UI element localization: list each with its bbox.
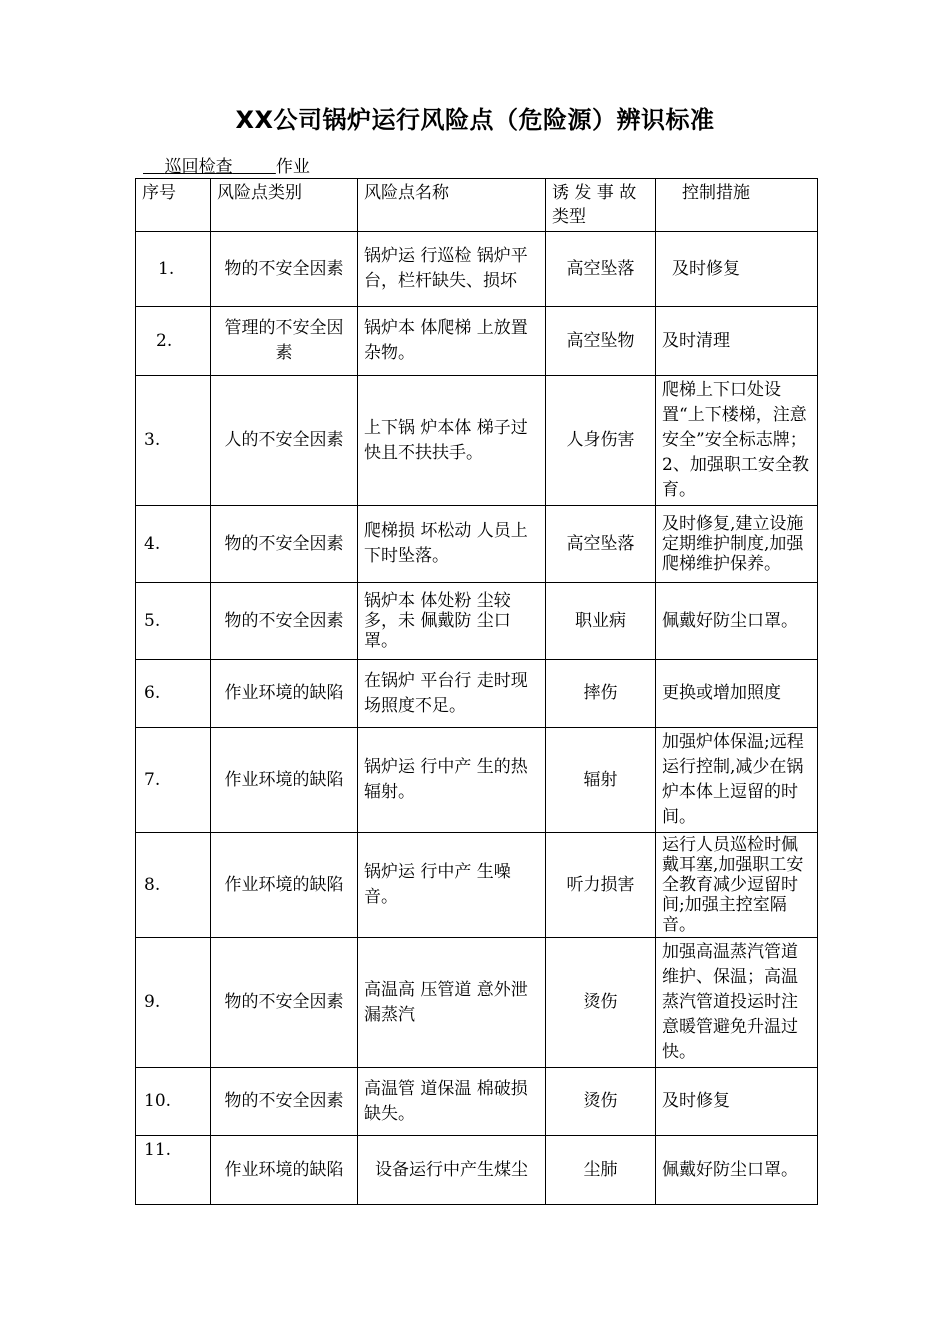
row-category: 物的不安全因素 (211, 583, 358, 660)
table-row (136, 660, 818, 728)
header-type: 诱 发 事 故 类型 (546, 179, 656, 232)
header-name: 风险点名称 (358, 179, 546, 232)
header-no: 序号 (136, 179, 211, 232)
row-category: 物的不安全因素 (211, 1068, 358, 1136)
table-row (136, 307, 818, 376)
row-name: 锅炉运 行巡检 锅炉平台，栏杆缺失、损坏 (358, 232, 546, 307)
row-no: 3. (136, 376, 211, 506)
row-name: 锅炉运 行中产 生噪音。 (358, 833, 546, 938)
header-control: 控制措施 (656, 179, 818, 232)
table-row (136, 1068, 818, 1136)
activity-line (143, 152, 310, 177)
row-no: 11. (136, 1136, 211, 1205)
row-category: 管理的不安全因素 (211, 307, 358, 376)
row-type: 烫伤 (546, 938, 656, 1068)
document-title: XX公司锅炉运行风险点（危险源）辨识标准 (235, 106, 715, 134)
activity-suffix: 作业 (275, 157, 310, 177)
row-type: 高空坠物 (546, 307, 656, 376)
risk-table (135, 178, 818, 1205)
row-control: 加强炉体保温;远程运行控制,减少在锅炉本体上逗留的时间。 (656, 728, 818, 833)
row-type: 烫伤 (546, 1068, 656, 1136)
table-row (136, 938, 818, 1068)
row-control: 及时修复 (656, 1068, 818, 1136)
table-header-row (136, 179, 818, 232)
row-type: 听力损害 (546, 833, 656, 938)
row-type: 辐射 (546, 728, 656, 833)
row-type: 尘肺 (546, 1136, 656, 1205)
row-control: 更换或增加照度 (656, 660, 818, 728)
row-name: 锅炉运 行中产 生的热辐射。 (358, 728, 546, 833)
row-no: 8. (136, 833, 211, 938)
row-no: 10. (136, 1068, 211, 1136)
row-control: 爬梯上下口处设置“上下楼梯，注意安全”安全标志牌；2、加强职工安全教育。 (656, 376, 818, 506)
row-no: 2. (136, 307, 211, 376)
row-category: 人的不安全因素 (211, 376, 358, 506)
row-type: 摔伤 (546, 660, 656, 728)
row-name: 高温高 压管道 意外泄漏蒸汽 (358, 938, 546, 1068)
row-category: 物的不安全因素 (211, 938, 358, 1068)
row-type: 高空坠落 (546, 506, 656, 583)
activity-name: 巡回检查 (164, 157, 233, 177)
row-no: 6. (136, 660, 211, 728)
row-category: 作业环境的缺陷 (211, 728, 358, 833)
table-row (136, 728, 818, 833)
table-row (136, 1136, 818, 1205)
row-control: 佩戴好防尘口罩。 (656, 583, 818, 660)
row-category: 作业环境的缺陷 (211, 833, 358, 938)
row-control: 及时修复 (656, 232, 818, 307)
table-row (136, 583, 818, 660)
row-category: 物的不安全因素 (211, 232, 358, 307)
row-no: 5. (136, 583, 211, 660)
row-type: 人身伤害 (546, 376, 656, 506)
row-no: 1. (136, 232, 211, 307)
row-name: 高温管 道保温 棉破损缺失。 (358, 1068, 546, 1136)
row-name: 爬梯损 坏松动 人员上下时坠落。 (358, 506, 546, 583)
row-control: 及时清理 (656, 307, 818, 376)
row-control: 及时修复,建立设施定期维护制度,加强爬梯维护保养。 (656, 506, 818, 583)
row-type: 职业病 (546, 583, 656, 660)
row-name: 锅炉本 体处粉 尘较多，未 佩戴防 尘口罩。 (358, 583, 546, 660)
table-row (136, 376, 818, 506)
row-type: 高空坠落 (546, 232, 656, 307)
row-control: 佩戴好防尘口罩。 (656, 1136, 818, 1205)
row-category: 作业环境的缺陷 (211, 1136, 358, 1205)
row-name: 上下锅 炉本体 梯子过快且不扶扶手。 (358, 376, 546, 506)
table-row (136, 506, 818, 583)
row-name: 在锅炉 平台行 走时现场照度不足。 (358, 660, 546, 728)
row-no: 7. (136, 728, 211, 833)
row-category: 物的不安全因素 (211, 506, 358, 583)
row-name: 设备运行中产生煤尘 (358, 1136, 546, 1205)
row-no: 4. (136, 506, 211, 583)
header-category: 风险点类别 (211, 179, 358, 232)
table-row (136, 232, 818, 307)
row-no: 9. (136, 938, 211, 1068)
row-control: 加强高温蒸汽管道维护、保温；高温蒸汽管道投运时注意暖管避免升温过快。 (656, 938, 818, 1068)
row-name: 锅炉本 体爬梯 上放置杂物。 (358, 307, 546, 376)
row-category: 作业环境的缺陷 (211, 660, 358, 728)
table-row (136, 833, 818, 938)
row-control: 运行人员巡检时佩戴耳塞,加强职工安全教育减少逗留时间;加强主控室隔音。 (656, 833, 818, 938)
activity-underline (143, 157, 276, 177)
